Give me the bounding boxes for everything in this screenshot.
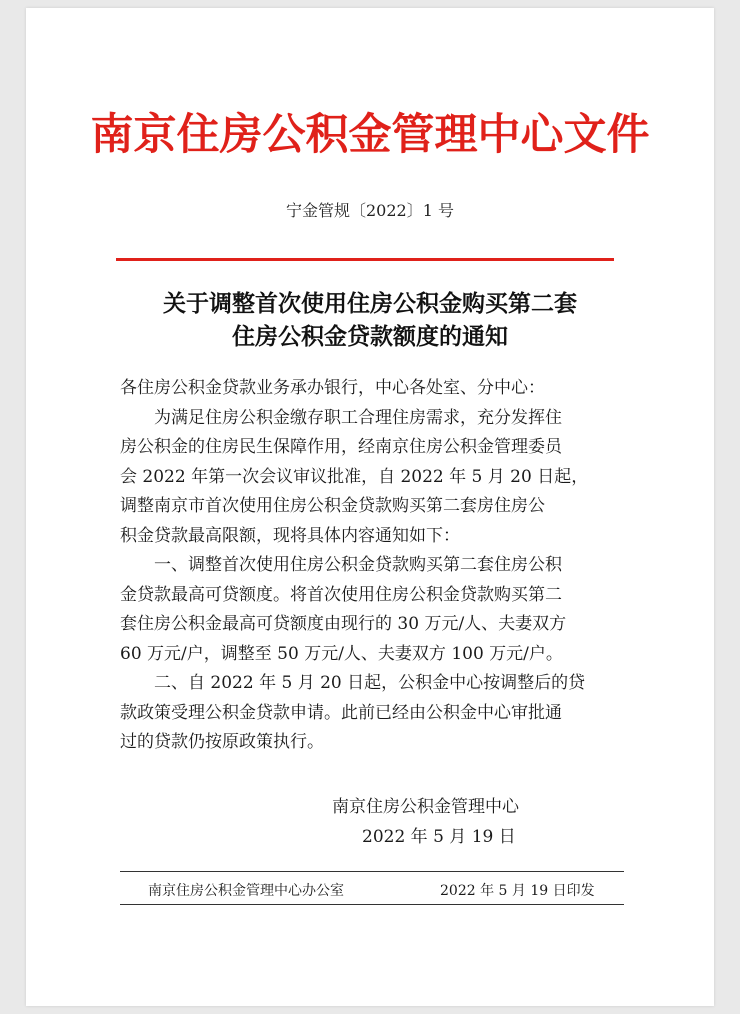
body-line: 会 2022 年第一次会议审议批准，自 2022 年 5 月 20 日起，	[120, 466, 589, 487]
body-line: 调整南京市首次使用住房公积金贷款购买第二套房住房公	[120, 496, 545, 516]
notice-body	[120, 374, 620, 758]
document-number: 宁金管规〔2022〕1 号	[286, 201, 454, 220]
footer-issuer: 南京住房公积金管理中心办公室	[148, 883, 344, 899]
body-line: 套住房公积金最高可贷额度由现行的 30 万元/人、夫妻双方	[120, 614, 567, 634]
signature-organization: 南京住房公积金管理中心	[332, 797, 519, 817]
header-red-divider	[116, 258, 614, 261]
document-header-title: 南京住房公积金管理中心文件	[90, 110, 650, 160]
body-line: 二、自 2022 年 5 月 20 日起，公积金中心按调整后的贷	[120, 673, 586, 693]
body-line: 为满足住房公积金缴存职工合理住房需求，充分发挥住	[120, 407, 562, 428]
body-line: 60 万元/户，调整至 50 万元/人、夫妻双方 100 万元/户。	[120, 643, 563, 664]
body-line: 款政策受理公积金贷款申请。此前已经由公积金中心审批通	[120, 702, 562, 723]
body-line: 过的贷款仍按原政策执行。	[120, 732, 324, 752]
footer-print-date: 2022 年 5 月 19 日印发	[440, 883, 595, 899]
body-line: 积金贷款最高限额，现将具体内容通知如下：	[120, 525, 460, 546]
footer-top-rule	[120, 871, 624, 872]
body-line: 一、调整首次使用住房公积金贷款购买第二套住房公积	[120, 555, 562, 575]
notice-title-line-1: 关于调整首次使用住房公积金购买第二套	[163, 291, 577, 317]
signature-date: 2022 年 5 月 19 日	[362, 827, 516, 847]
body-line: 金贷款最高可贷额度。将首次使用住房公积金贷款购买第二	[120, 584, 562, 605]
footer-bottom-rule	[120, 904, 624, 905]
body-line: 房公积金的住房民生保障作用，经南京住房公积金管理委员	[120, 437, 562, 457]
notice-title-line-2: 住房公积金贷款额度的通知	[232, 324, 508, 350]
notice-title	[26, 288, 714, 354]
body-line: 各住房公积金贷款业务承办银行，中心各处室、分中心：	[120, 378, 545, 398]
